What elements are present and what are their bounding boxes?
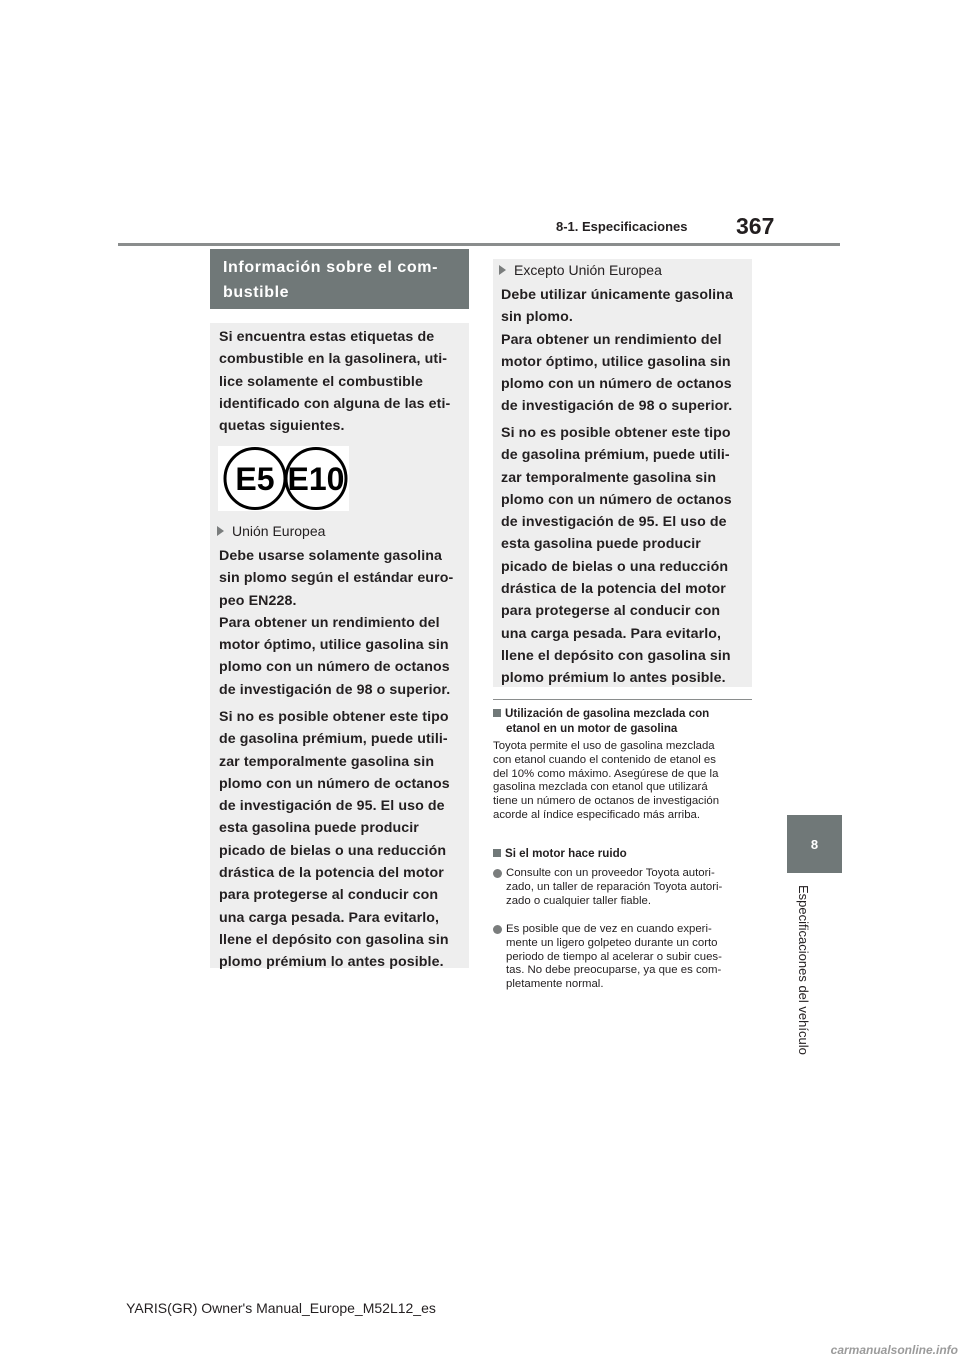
eu-paragraph-2 xyxy=(219,706,464,974)
text-line: Para obtener un rendimiento del xyxy=(501,331,722,348)
square-bullet-icon xyxy=(493,849,501,857)
text-line: tas. No debe preocuparse, ya que es com- xyxy=(506,964,722,977)
text-line: picado de bielas o una reducción xyxy=(501,558,729,575)
text-line: con etanol cuando el contenido de etanol es xyxy=(493,753,716,766)
text-line: Consulte con un proveedor Toyota autori- xyxy=(506,867,715,879)
text-line: una carga pesada. Para evitarlo, xyxy=(501,625,722,642)
fuel-labels-figure xyxy=(218,446,349,511)
text-line: plomo prémium lo antes posible. xyxy=(501,670,726,687)
list-item xyxy=(493,867,751,908)
text-line: Si no es posible obtener este tipo xyxy=(219,709,449,725)
triangle-bullet-icon xyxy=(217,526,224,536)
page-number: 367 xyxy=(736,213,775,239)
text-line: de investigación de 98 o superior. xyxy=(501,398,733,415)
intro-paragraph xyxy=(219,326,464,437)
eu-paragraph-1 xyxy=(219,545,464,701)
non-eu-paragraph-2 xyxy=(501,422,747,690)
text-line: zar temporalmente gasolina sin xyxy=(219,753,435,770)
text-line: Si encuentra estas etiquetas de xyxy=(219,329,435,345)
watermark: carmanualsonline.info xyxy=(830,1343,958,1357)
fuel-info-heading xyxy=(210,249,469,309)
text-line: acorde al índice especificado más arriba. xyxy=(493,808,701,821)
text-line: combustible en la gasolinera, uti- xyxy=(219,351,448,368)
text-line: motor óptimo, utilice gasolina sin xyxy=(219,637,449,654)
text-line: zar temporalmente gasolina sin xyxy=(501,469,717,486)
text-line: peo EN228. xyxy=(219,592,297,609)
footer xyxy=(0,1300,960,1316)
text-line: para protegerse al conducir con xyxy=(219,887,439,904)
ethanol-heading xyxy=(493,707,748,736)
heading-line: Utilización de gasolina mezclada con xyxy=(505,707,710,720)
text-line: mente un ligero golpeteo durante un corto xyxy=(506,936,718,949)
heading-text: Si el motor hace ruido xyxy=(505,847,627,860)
text-line: Si no es posible obtener este tipo xyxy=(501,425,731,441)
text-line: Debe utilizar únicamente gasolina xyxy=(501,287,733,303)
text-line: de investigación de 95. El uso de xyxy=(501,514,727,531)
text-line: plomo con un número de octanos xyxy=(501,376,732,393)
non-eu-bullet-label: Excepto Unión Europea xyxy=(514,262,662,278)
ethanol-paragraph xyxy=(493,740,751,823)
text-line: identificado con alguna de las eti- xyxy=(219,395,451,412)
section-title: 8-1. Especificaciones xyxy=(556,219,688,234)
non-eu-paragraph-1 xyxy=(501,284,747,418)
eu-bullet xyxy=(217,521,325,541)
list-item xyxy=(493,923,751,992)
text-line: sin plomo según el estándar euro- xyxy=(219,570,454,587)
section-divider xyxy=(493,699,752,700)
text-line: Para obtener un rendimiento del xyxy=(219,614,440,631)
text-line: zado o cualquier taller fiable. xyxy=(506,894,652,907)
heading-line: bustible xyxy=(223,284,290,301)
text-line: del 10% como máximo. Asegúrese de que la xyxy=(493,767,719,780)
text-line: tiene un número de octanos de investigación xyxy=(493,795,720,808)
e5-label-text: E5 xyxy=(235,461,275,497)
text-line: esta gasolina puede producir xyxy=(501,536,701,553)
text-line: picado de bielas o una reducción xyxy=(219,842,447,859)
text-line: una carga pesada. Para evitarlo, xyxy=(219,909,440,926)
engine-noise-heading xyxy=(493,847,751,862)
eu-bullet-label: Unión Europea xyxy=(232,523,326,539)
text-line: drástica de la potencia del motor xyxy=(501,581,726,598)
square-bullet-icon xyxy=(493,709,501,717)
heading-line: Información sobre el com- xyxy=(223,259,439,276)
triangle-bullet-icon xyxy=(499,265,506,275)
text-line: drástica de la potencia del motor xyxy=(219,865,444,882)
text-line: plomo con un número de octanos xyxy=(501,491,732,508)
text-line: llene el depósito con gasolina sin xyxy=(501,647,731,664)
circle-bullet-icon xyxy=(493,925,502,934)
text-line: Debe usarse solamente gasolina xyxy=(219,548,442,564)
fuel-labels-graphic xyxy=(218,446,349,511)
text-line: zado, un taller de reparación Toyota autori- xyxy=(506,880,723,893)
text-line: plomo con un número de octanos xyxy=(219,775,450,792)
circle-bullet-icon xyxy=(493,869,502,878)
e10-label-text: E10 xyxy=(287,461,345,497)
text-line: pletamente normal. xyxy=(506,978,604,991)
text-line: de investigación de 95. El uso de xyxy=(219,798,445,815)
text-line: de gasolina prémium, puede utili- xyxy=(501,447,730,464)
text-line: esta gasolina puede producir xyxy=(219,820,419,837)
non-eu-bullet xyxy=(499,260,662,280)
header-divider xyxy=(118,243,840,246)
text-line: plomo con un número de octanos xyxy=(219,659,450,676)
text-line: plomo prémium lo antes posible. xyxy=(219,954,444,971)
chapter-side-label xyxy=(796,885,818,1075)
text-line: para protegerse al conducir con xyxy=(501,603,721,620)
text-line: quetas siguientes. xyxy=(219,418,345,435)
text-line: gasolina mezclada con etanol que utilizará xyxy=(493,781,708,794)
chapter-number: 8 xyxy=(810,836,819,852)
text-line: Es posible que de vez en cuando experi- xyxy=(506,923,712,935)
chapter-tab[interactable] xyxy=(787,815,842,873)
chapter-title: Especificaciones del vehículo xyxy=(796,885,811,1055)
text-line: periodo de tiempo al acelerar o subir cues- xyxy=(506,950,722,963)
text-line: de investigación de 98 o superior. xyxy=(219,681,451,698)
text-line: sin plomo. xyxy=(501,309,573,326)
text-line: Toyota permite el uso de gasolina mezclada xyxy=(493,740,715,752)
text-line: de gasolina prémium, puede utili- xyxy=(219,731,448,748)
text-line: lice solamente el combustible xyxy=(219,373,423,390)
heading-line: etanol en un motor de gasolina xyxy=(506,721,678,735)
text-line: llene el depósito con gasolina sin xyxy=(219,931,449,948)
text-line: motor óptimo, utilice gasolina sin xyxy=(501,353,731,370)
footer-text: YARIS(GR) Owner's Manual_Europe_M52L12_es xyxy=(126,1300,436,1316)
